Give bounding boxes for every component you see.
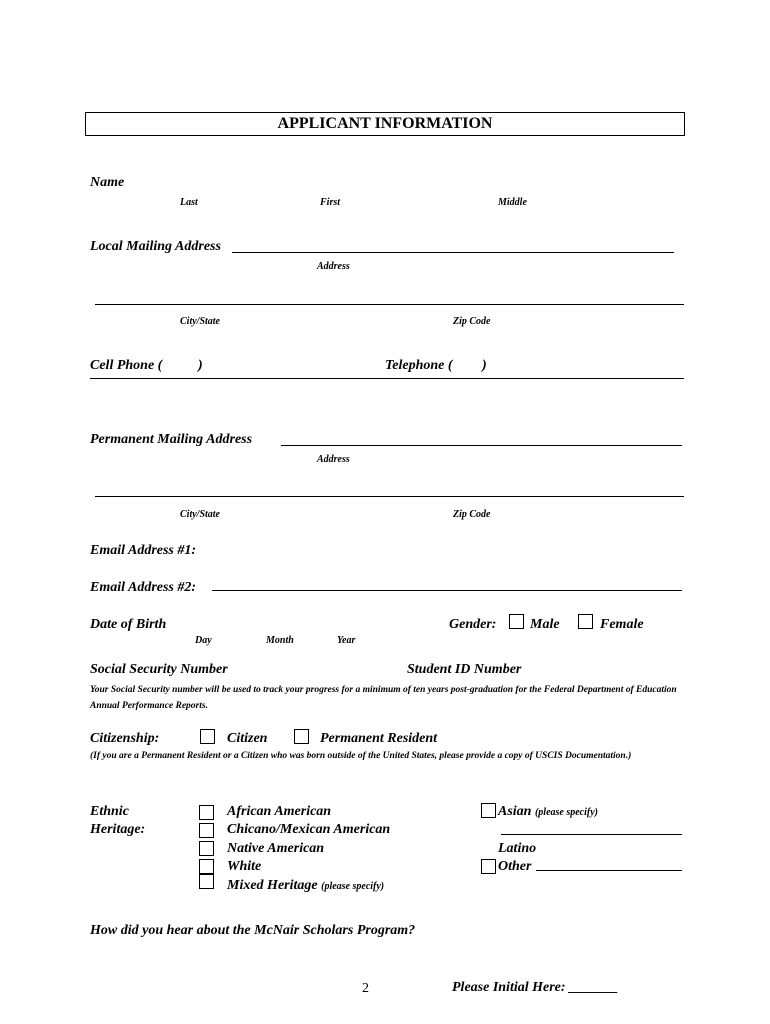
citizen-label: Citizen	[227, 731, 268, 746]
local-address-label: Local Mailing Address	[90, 239, 221, 254]
chicano-label: Chicano/Mexican American	[227, 822, 391, 837]
citizen-checkbox[interactable]	[200, 729, 215, 744]
mixed-heritage-note: (please specify)	[321, 881, 385, 892]
african-american-checkbox[interactable]	[199, 805, 214, 820]
local-address-caption: Address	[317, 261, 350, 272]
dob-month-caption: Month	[266, 635, 294, 646]
native-american-checkbox[interactable]	[199, 841, 214, 856]
name-label: Name	[90, 175, 125, 190]
male-label: Male	[530, 617, 560, 632]
first-name-caption: First	[320, 197, 341, 208]
permanent-city-caption: City/State	[180, 509, 220, 520]
gender-label: Gender:	[449, 617, 497, 632]
heritage-label: Heritage:	[90, 822, 146, 837]
permanent-resident-label: Permanent Resident	[320, 731, 438, 746]
local-zip-caption: Zip Code	[453, 316, 491, 327]
ssn-note: Your Social Security number will be used to track your progress for a minimum of ten years post-graduation for the Federal Department of Education Annual Performance Reports.	[90, 685, 677, 711]
african-american-label: African American	[227, 804, 332, 819]
native-american-label: Native American	[227, 841, 325, 856]
local-city-field[interactable]	[95, 304, 684, 305]
citizenship-note: (If you are a Permanent Resident or a Citizen who was born outside of the United States, please provide a copy of USCIS Documentation.)	[90, 751, 632, 761]
permanent-resident-checkbox[interactable]	[294, 729, 309, 744]
other-checkbox[interactable]	[481, 859, 496, 874]
asian-specify-field[interactable]	[501, 834, 682, 835]
permanent-zip-caption: Zip Code	[453, 509, 491, 520]
section-title: APPLICANT INFORMATION	[85, 112, 685, 136]
last-name-caption: Last	[180, 197, 198, 208]
phone-field-line[interactable]	[90, 378, 684, 379]
female-label: Female	[600, 617, 644, 632]
asian-checkbox[interactable]	[481, 803, 496, 818]
dob-year-caption: Year	[337, 635, 356, 646]
asian-text: Asian	[498, 804, 532, 819]
permanent-address-field[interactable]	[281, 445, 682, 446]
email2-field[interactable]	[212, 590, 682, 591]
female-checkbox[interactable]	[578, 614, 593, 629]
permanent-address-caption: Address	[317, 454, 350, 465]
local-city-caption: City/State	[180, 316, 220, 327]
mixed-heritage-text: Mixed Heritage	[227, 878, 318, 893]
email2-label: Email Address #2:	[90, 580, 197, 595]
latino-label: Latino	[498, 841, 537, 856]
chicano-checkbox[interactable]	[199, 823, 214, 838]
page-number: 2	[362, 981, 369, 996]
initial-here: Please Initial Here: _______	[452, 980, 619, 995]
other-specify-field[interactable]	[536, 870, 682, 871]
mixed-heritage-label	[227, 878, 384, 894]
cell-phone-paren: )	[198, 358, 203, 373]
local-address-field[interactable]	[232, 252, 674, 253]
telephone-label: Telephone (	[385, 358, 453, 373]
citizenship-label: Citizenship:	[90, 731, 160, 746]
male-checkbox[interactable]	[509, 614, 524, 629]
email1-label: Email Address #1:	[90, 543, 197, 558]
ssn-label: Social Security Number	[90, 662, 228, 677]
middle-name-caption: Middle	[498, 197, 527, 208]
dob-label: Date of Birth	[90, 617, 167, 632]
permanent-city-field[interactable]	[95, 496, 684, 497]
telephone-paren: )	[482, 358, 487, 373]
mixed-heritage-checkbox[interactable]	[199, 874, 214, 889]
student-id-label: Student ID Number	[407, 662, 522, 677]
permanent-address-label: Permanent Mailing Address	[90, 432, 253, 447]
other-label: Other	[498, 859, 532, 874]
ethnic-label: Ethnic	[90, 804, 129, 819]
dob-day-caption: Day	[195, 635, 212, 646]
white-label: White	[227, 859, 262, 874]
asian-label	[498, 804, 598, 820]
referral-question: How did you hear about the McNair Scholars Program?	[90, 923, 416, 938]
white-checkbox[interactable]	[199, 859, 214, 874]
asian-note: (please specify)	[534, 807, 598, 818]
cell-phone-label: Cell Phone (	[90, 358, 163, 373]
